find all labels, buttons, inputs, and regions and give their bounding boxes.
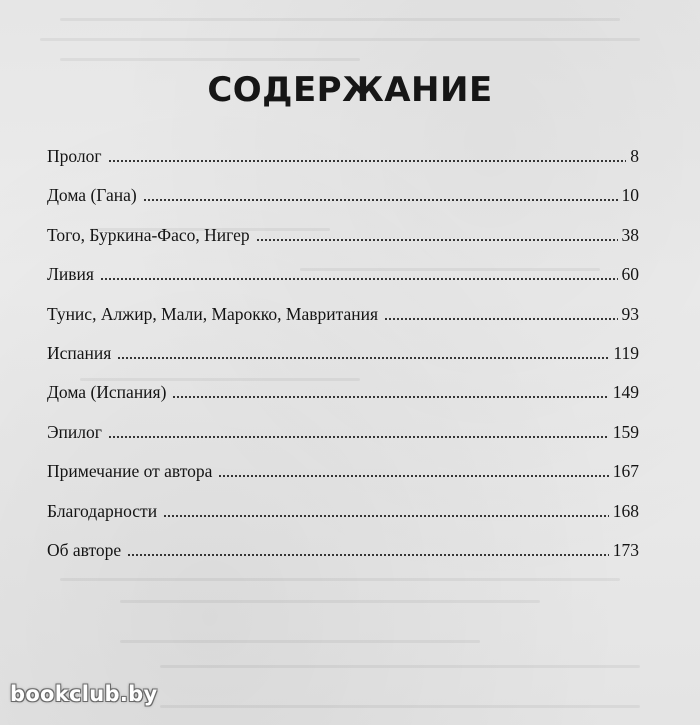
toc-entry [47,461,639,500]
show-through-line [160,665,640,668]
toc-entry-page-number: 173 [612,539,639,560]
toc-entry-label: Примечание от автора [47,461,213,482]
toc-entry-page-number: 38 [621,224,639,245]
dot-leader [127,553,609,557]
toc-entry [47,501,639,540]
show-through-line [120,600,540,603]
dot-leader [108,435,609,439]
toc-entry-label: Испания [47,342,112,363]
toc-entry-label: Дома (Гана) [47,185,137,206]
dot-leader [108,159,627,163]
toc-entry-page-number: 159 [612,421,639,442]
toc-entry-label: Дома (Испания) [47,382,167,403]
toc-entry [47,264,639,303]
dot-leader [143,198,618,202]
toc-entry-page-number: 10 [621,185,639,206]
toc-entry [47,304,639,343]
toc-entry-label: Тунис, Алжир, Мали, Марокко, Мавритания [47,303,379,324]
show-through-line [40,38,640,41]
toc-entry [47,382,639,421]
toc-entry [47,343,639,382]
toc-entry [47,225,639,264]
dot-leader [100,277,618,281]
toc-entry-label: Благодарности [47,500,158,521]
show-through-line [120,640,480,643]
toc-entry-label: Того, Буркина-Фасо, Нигер [47,224,250,245]
dot-leader [218,474,608,478]
show-through-line [160,705,640,708]
toc-entry [47,146,639,185]
toc-entry-label: Ливия [47,264,94,285]
toc-entry [47,540,639,579]
show-through-line [60,58,360,61]
dot-leader [172,395,608,399]
show-through-line [60,18,620,21]
dot-leader [117,356,609,360]
toc-entry-label: Об авторе [47,539,122,560]
toc-entry-page-number: 168 [612,500,639,521]
dot-leader [256,238,618,242]
table-of-contents [47,146,639,579]
page-title: СОДЕРЖАНИЕ [207,70,493,110]
watermark-logo: bookclub.by [10,682,158,706]
toc-entry-page-number: 93 [621,303,639,324]
toc-entry-page-number: 8 [630,146,639,166]
dot-leader [384,317,617,321]
toc-entry-label: Эпилог [47,421,102,442]
dot-leader [163,514,609,518]
toc-entry-page-number: 149 [612,382,639,403]
toc-entry [47,185,639,224]
toc-entry [47,422,639,461]
toc-entry-page-number: 167 [612,461,639,482]
toc-entry-label: Пролог [47,146,102,166]
toc-entry-page-number: 119 [613,342,639,363]
toc-entry-page-number: 60 [621,264,639,285]
